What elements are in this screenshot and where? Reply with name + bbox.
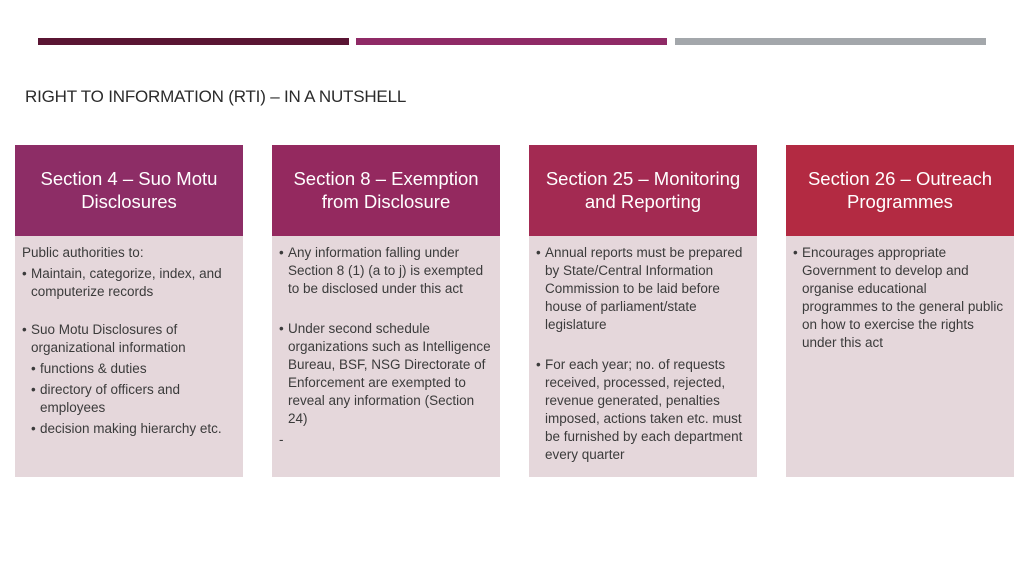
section-25-heading: Section 25 – Monitoring and Reporting — [529, 145, 757, 236]
section-26-heading: Section 26 – Outreach Programmes — [786, 145, 1014, 236]
section-8-bullet-2: • Under second schedule organizations such as Intelligence Bureau, BSF, NSG Directorate of Enforcement are exempted to reveal any information (Section 24) — [279, 320, 492, 428]
section-8-body — [272, 236, 500, 477]
section-25-bullet-1: • Annual reports must be prepared by State/Central Information Commission to be laid before house of parliament/state legislature — [536, 244, 749, 334]
section-25-body — [529, 236, 757, 477]
section-8-heading: Section 8 – Exemption from Disclosure — [272, 145, 500, 236]
section-4-heading: Section 4 – Suo Motu Disclosures — [15, 145, 243, 236]
section-4-sub-bullet-2: • directory of officers and employees — [22, 381, 235, 417]
section-4-intro: Public authorities to: — [22, 245, 144, 260]
section-25-card — [529, 145, 757, 477]
slide-title: RIGHT TO INFORMATION (RTI) – IN A NUTSHELL — [25, 87, 407, 106]
section-4-bullet-2: • Suo Motu Disclosures of organizational information — [22, 321, 235, 357]
section-8-card — [272, 145, 500, 477]
section-4-bullet-1: • Maintain, categorize, index, and computerize records — [22, 265, 235, 301]
section-4-sub-bullet-1: • functions & duties — [22, 360, 235, 378]
section-4-body — [15, 236, 243, 477]
accent-bar-grey — [675, 38, 986, 45]
section-8-trailing-dash: - — [279, 432, 284, 447]
section-25-bullet-2: • For each year; no. of requests received, processed, rejected, revenue generated, penalties imposed, actions taken etc. must be furnished by each department every quarter — [536, 356, 749, 464]
section-26-card — [786, 145, 1014, 477]
section-4-sub-bullet-3: • decision making hierarchy etc. — [22, 420, 235, 438]
accent-bar-dark — [38, 38, 349, 45]
section-8-bullet-1: • Any information falling under Section 8 (1) (a to j) is exempted to be disclosed under this act — [279, 244, 492, 298]
accent-bar-magenta — [356, 38, 667, 45]
section-4-card — [15, 145, 243, 477]
section-26-body — [786, 236, 1014, 477]
section-26-bullet-1: • Encourages appropriate Government to develop and organise educational programmes to the general public on how to exercise the rights under this act — [793, 244, 1006, 352]
